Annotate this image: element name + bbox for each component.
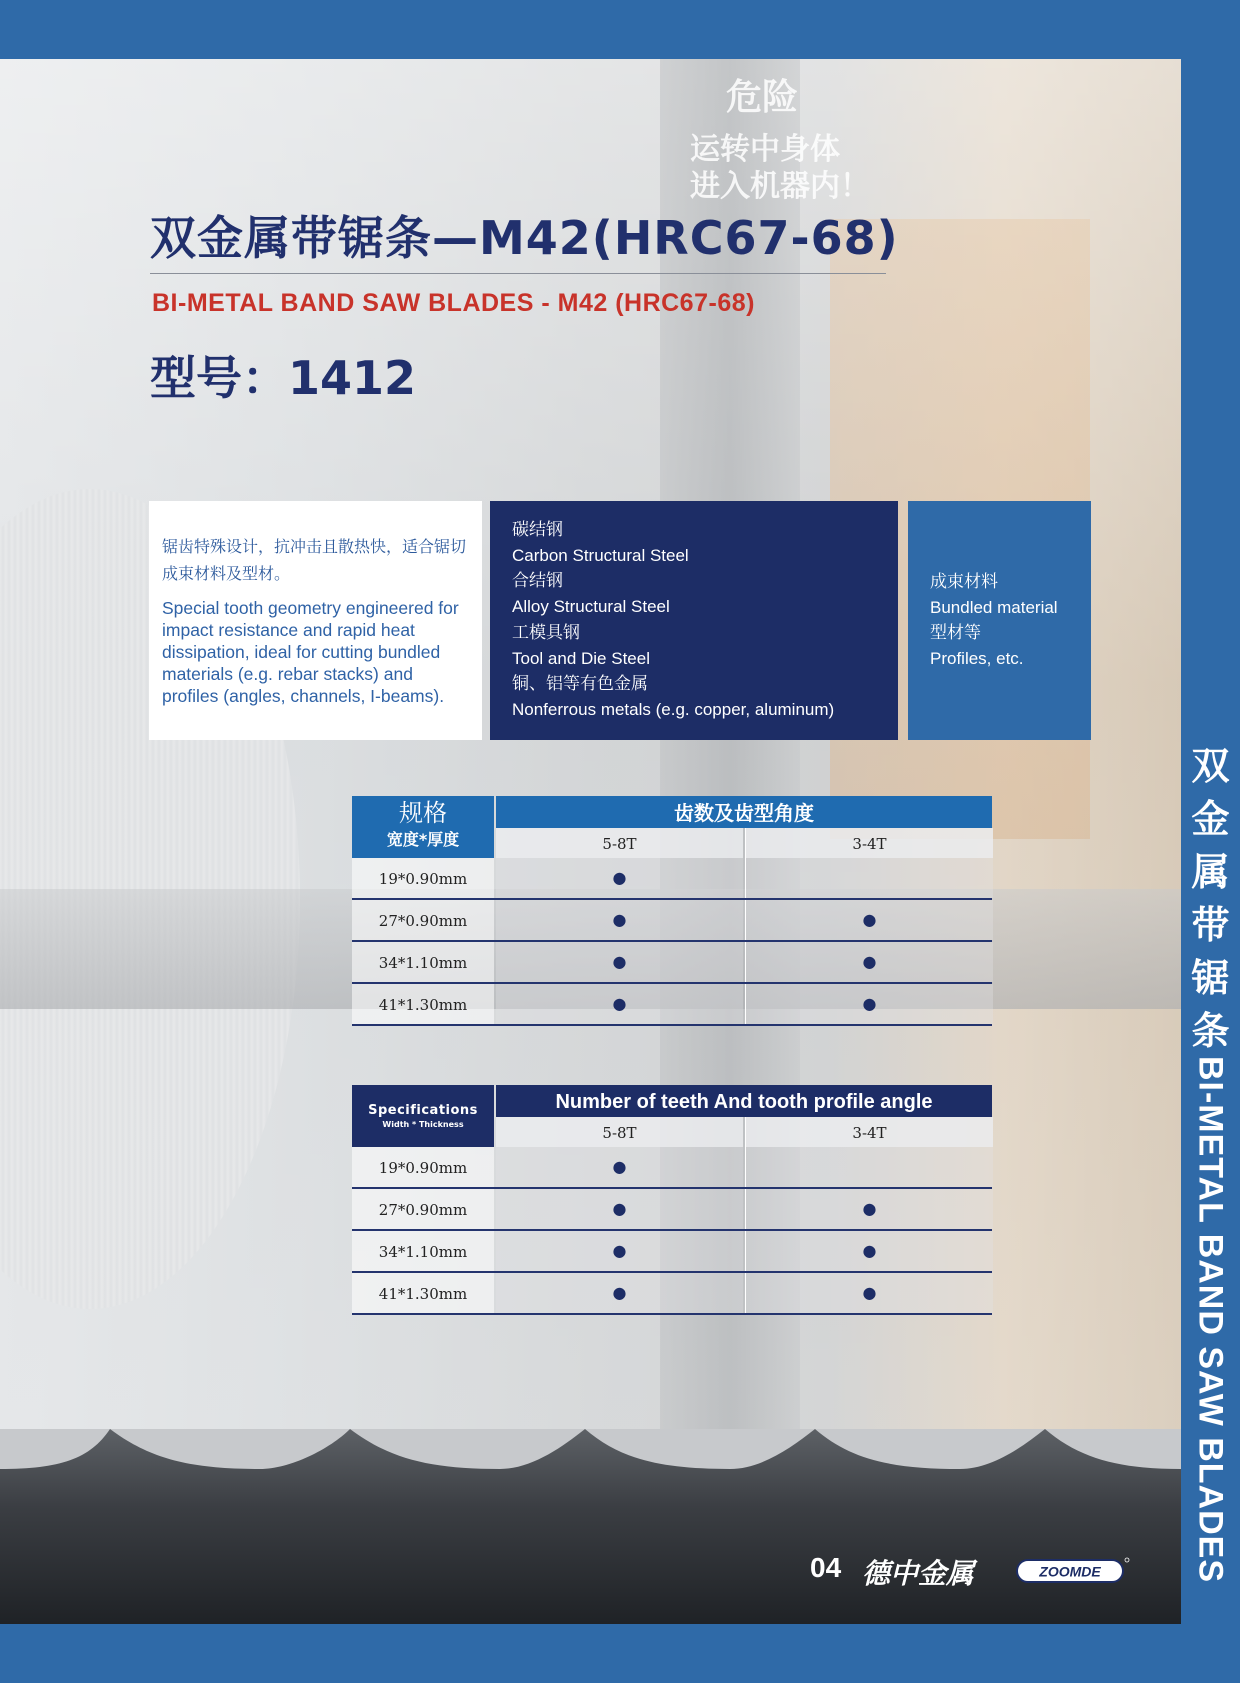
cell-3-4t: ●	[745, 900, 993, 940]
spec-header-label: 规格	[399, 799, 447, 827]
cell-3-4t	[745, 1147, 993, 1187]
cell-spec: 41*1.30mm	[352, 984, 494, 1024]
spec-header-label: Specifications	[368, 1103, 478, 1118]
page-number: 04	[810, 1552, 842, 1583]
zoomde-logo	[1016, 1557, 1130, 1585]
teeth-header: Number of teeth And tooth profile angle	[496, 1085, 992, 1117]
spec-header-sub: 宽度*厚度	[386, 830, 460, 849]
cell-5-8t: ●	[496, 942, 743, 982]
material-item: Alloy Structural Steel	[512, 597, 670, 617]
table-row	[352, 1189, 992, 1231]
table-row	[352, 1147, 992, 1189]
table-row	[352, 1231, 992, 1273]
side-title-en: BI-METAL BAND SAW BLADES	[1191, 1055, 1230, 1584]
description-en: Special tooth geometry engineered for impact resistance and rapid heat dissipation, ideal for cutting bundled materials (e.g. rebar stacks) and profiles (angles, channels, I-beams).	[162, 598, 459, 706]
col-header-5-8t: 5-8T	[496, 1117, 743, 1147]
model-number: 型号：1412	[150, 351, 417, 405]
material-item: 铜、铝等有色金属	[512, 674, 648, 694]
cell-5-8t: ●	[496, 1231, 743, 1271]
bottom-border	[0, 1624, 1240, 1683]
materials-box	[490, 501, 898, 740]
logo-text: ZOOMDE	[1039, 1563, 1101, 1580]
cell-5-8t: ●	[496, 858, 743, 898]
cell-spec: 27*0.90mm	[352, 900, 494, 940]
description-box	[149, 501, 482, 740]
warning-sign-line: 进入机器内！	[690, 169, 870, 204]
cell-5-8t: ●	[496, 1189, 743, 1229]
brand-name: 德中金属	[862, 1557, 975, 1590]
spec-header	[352, 796, 494, 858]
cell-3-4t: ●	[745, 1189, 993, 1229]
cell-3-4t: ●	[745, 1231, 993, 1271]
applications-box	[908, 501, 1091, 740]
description-cn: 锯齿特殊设计，抗冲击且散热快，适合锯切成束材料及型材。	[162, 537, 467, 583]
title-divider	[150, 273, 886, 274]
cell-3-4t: ●	[745, 942, 993, 982]
cell-3-4t: ●	[745, 984, 993, 1024]
material-item: 工模具钢	[512, 622, 580, 642]
table-row	[352, 900, 992, 942]
spec-header	[352, 1085, 494, 1147]
cell-5-8t: ●	[496, 1273, 743, 1313]
page-title: 双金属带锯条—M42(HRC67-68)	[150, 211, 899, 265]
table-row	[352, 858, 992, 900]
cell-spec: 34*1.10mm	[352, 942, 494, 982]
cell-3-4t: ●	[745, 1273, 993, 1313]
saw-teeth-image	[0, 1429, 1181, 1624]
cell-5-8t: ●	[496, 984, 743, 1024]
cell-5-8t: ●	[496, 1147, 743, 1187]
page-subtitle: BI-METAL BAND SAW BLADES - M42 (HRC67-68)	[152, 289, 755, 317]
top-border	[0, 0, 1240, 59]
page-background	[0, 59, 1181, 1624]
warning-sign-line: 运转中身体	[690, 132, 840, 167]
table-row	[352, 942, 992, 984]
cell-spec: 41*1.30mm	[352, 1273, 494, 1313]
spec-header-sub: Width * Thickness	[382, 1120, 464, 1129]
table-row	[352, 984, 992, 1026]
side-title-cn: 双 金 属 带 锯 条	[1191, 744, 1230, 1053]
cell-5-8t: ●	[496, 900, 743, 940]
warning-sign-title: 危险	[726, 77, 799, 118]
material-item: 碳结钢	[512, 520, 563, 539]
application-item: Bundled material	[930, 597, 1058, 617]
col-header-3-4t: 3-4T	[745, 828, 993, 858]
teeth-header: 齿数及齿型角度	[496, 796, 992, 828]
application-item: 型材等	[930, 623, 981, 643]
cell-3-4t	[745, 858, 993, 898]
material-item: Tool and Die Steel	[512, 648, 650, 668]
material-item: 合结钢	[512, 571, 563, 591]
material-item: Carbon Structural Steel	[512, 545, 689, 565]
application-item: 成束材料	[930, 572, 998, 591]
col-header-5-8t: 5-8T	[496, 828, 743, 858]
col-header-3-4t: 3-4T	[745, 1117, 993, 1147]
cell-spec: 34*1.10mm	[352, 1231, 494, 1271]
material-item: Nonferrous metals (e.g. copper, aluminum)	[512, 699, 835, 719]
cell-spec: 27*0.90mm	[352, 1189, 494, 1229]
cell-spec: 19*0.90mm	[352, 1147, 494, 1187]
table-row	[352, 1273, 992, 1315]
application-item: Profiles, etc.	[930, 649, 1024, 669]
cell-spec: 19*0.90mm	[352, 858, 494, 898]
